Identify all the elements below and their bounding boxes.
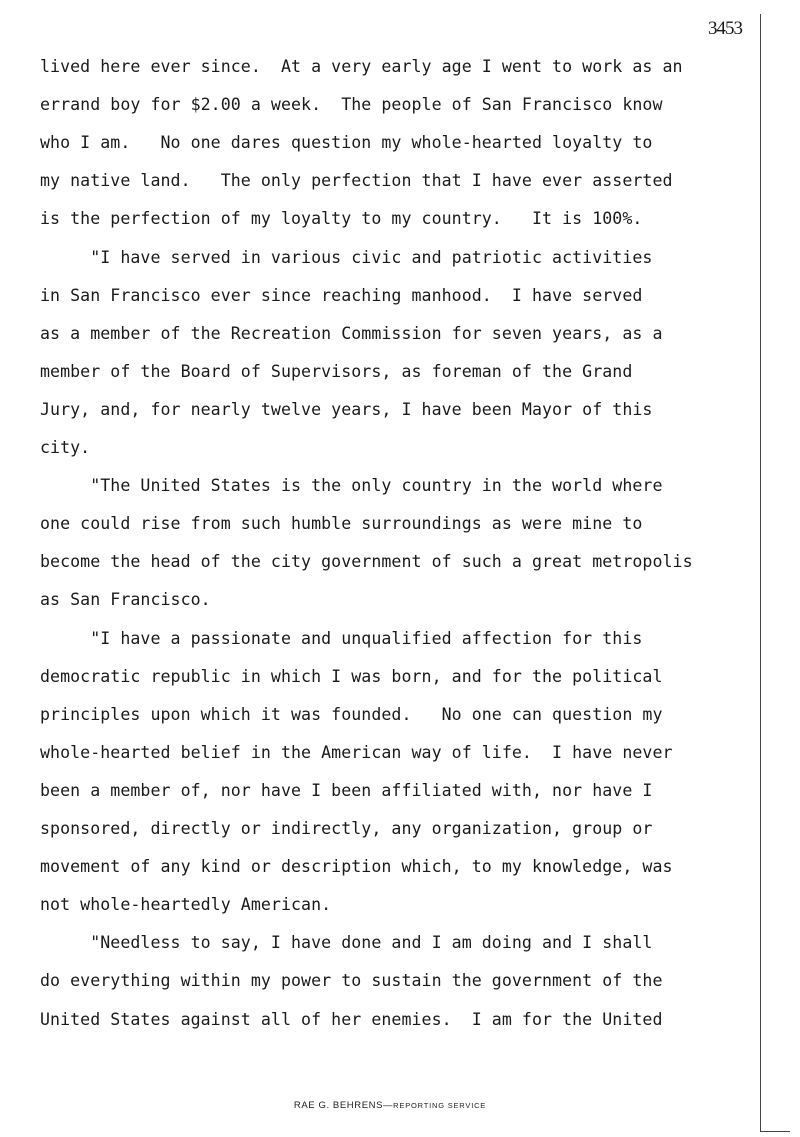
footer-service: REPORTING SERVICE	[393, 1101, 487, 1110]
text-line: "I have served in various civic and patriotic activities	[40, 247, 653, 267]
text-line: "The United States is the only country in the world where	[40, 476, 663, 496]
text-line: as a member of the Recreation Commission for seven years, as a	[40, 323, 663, 343]
text-line: "Needless to say, I have done and I am doing and I shall	[40, 933, 653, 953]
text-line: do everything within my power to sustain the government of the	[40, 971, 663, 991]
margin-rule-foot	[760, 1131, 790, 1132]
text-line: movement of any kind or description which, to my knowledge, was	[40, 857, 673, 877]
text-line: one could rise from such humble surroundings as were mine to	[40, 514, 643, 534]
text-line: is the perfection of my loyalty to my country. It is 100%.	[40, 209, 643, 229]
text-line: Jury, and, for nearly twelve years, I have been Mayor of this	[40, 399, 653, 419]
text-line: as San Francisco.	[40, 590, 211, 610]
text-line: lived here ever since. At a very early age I went to work as an	[40, 57, 683, 76]
text-line: member of the Board of Supervisors, as foreman of the Grand	[40, 361, 633, 381]
text-line: principles upon which it was founded. No one can question my	[40, 704, 663, 724]
text-line: sponsored, directly or indirectly, any organization, group or	[40, 819, 653, 838]
text-line: who I am. No one dares question my whole-hearted loyalty to	[40, 133, 653, 153]
text-line: been a member of, nor have I been affiliated with, nor have I	[40, 780, 653, 800]
text-line: whole-hearted belief in the American way of life. I have never	[40, 742, 673, 762]
text-line: city.	[40, 438, 91, 457]
text-line: in San Francisco ever since reaching manhood. I have served	[40, 285, 643, 305]
text-line: United States against all of her enemies. I am for the United	[40, 1009, 663, 1029]
text-line: not whole-heartedly American.	[40, 895, 332, 915]
margin-rule	[760, 14, 761, 1132]
text-line: "I have a passionate and unqualified affection for this	[40, 628, 643, 648]
footer	[0, 1100, 780, 1111]
text-line: become the head of the city government of such a great metropolis	[40, 552, 693, 572]
footer-name: RAE G. BEHRENS—	[293, 1100, 394, 1111]
text-line: errand boy for $2.00 a week. The people of San Francisco know	[40, 95, 663, 115]
page-number: 3453	[708, 18, 742, 39]
text-line: democratic republic in which I was born, and for the political	[40, 666, 663, 686]
text-line: my native land. The only perfection that I have ever asserted	[40, 171, 673, 191]
